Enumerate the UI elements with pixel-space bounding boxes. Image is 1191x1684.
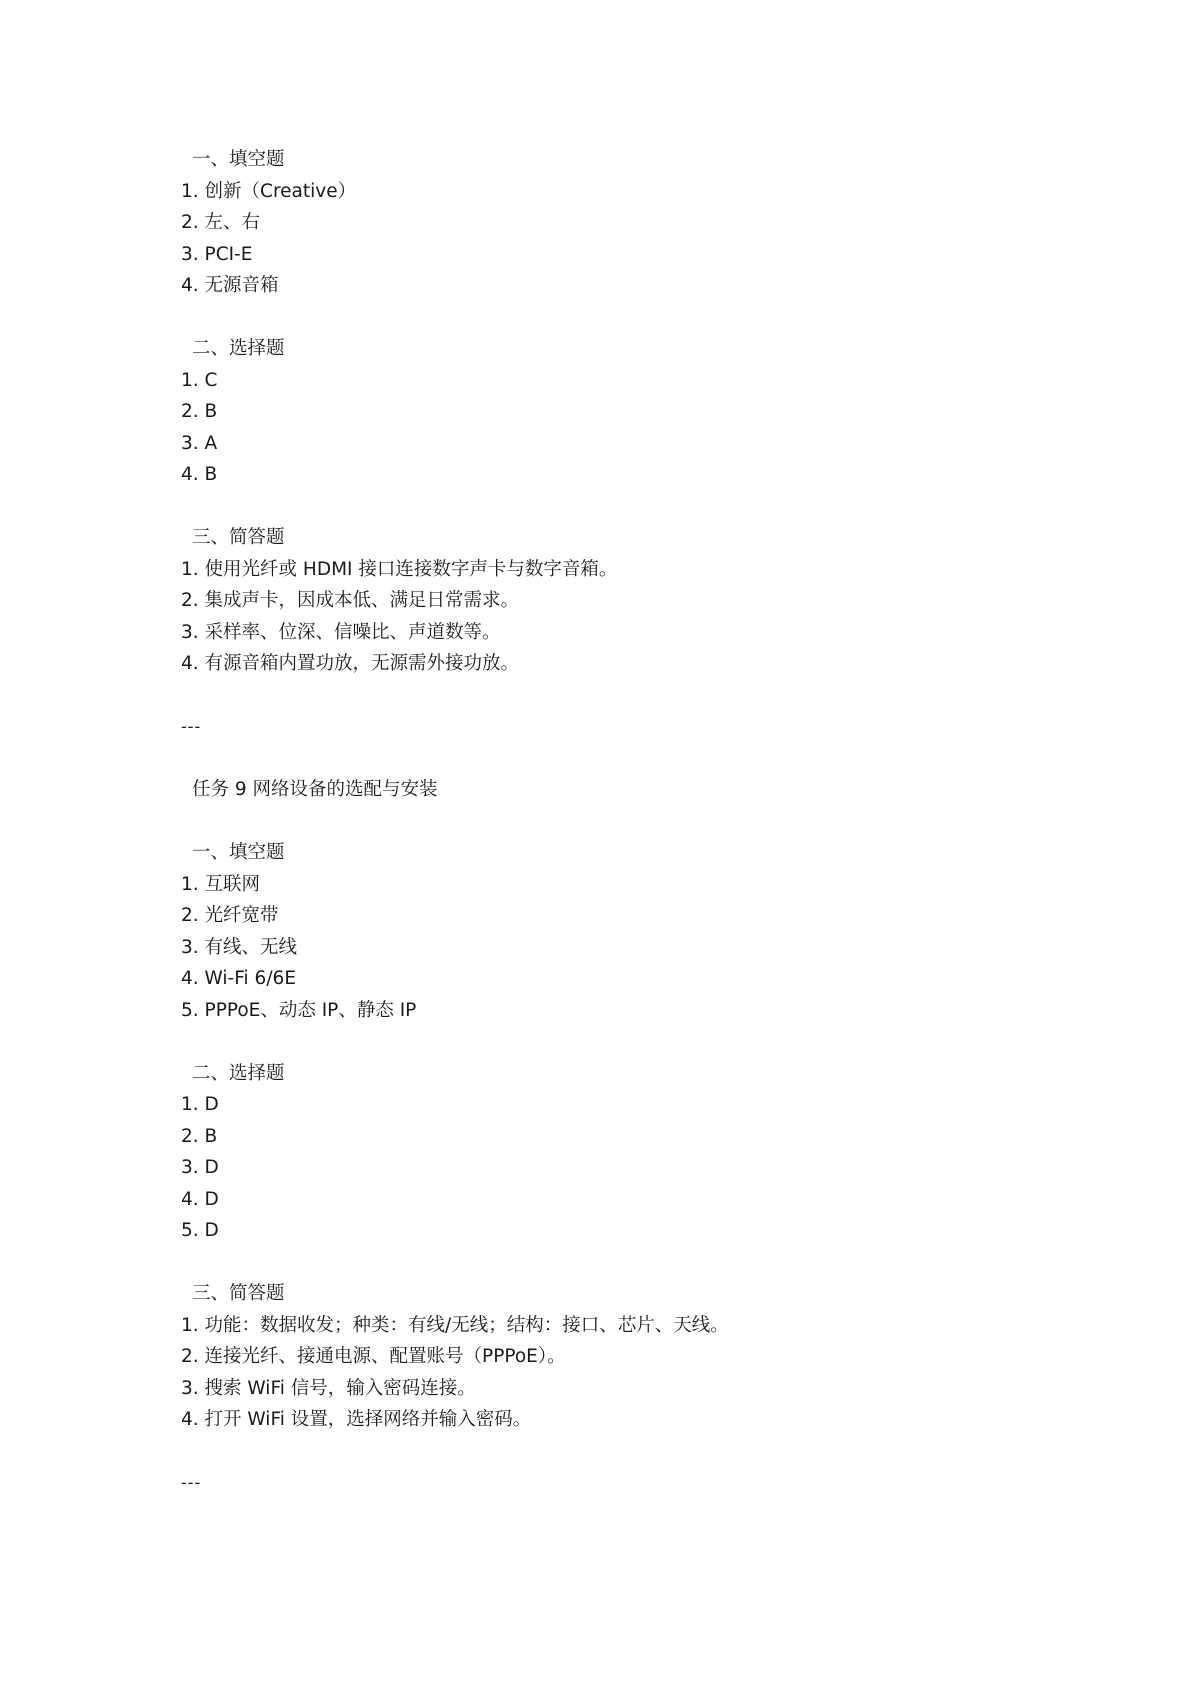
section-heading-short-answer: 三、简答题 <box>192 527 285 548</box>
list-item: 1. 功能：数据收发；种类：有线/无线；结构：接口、芯片、天线。 <box>181 1314 729 1336</box>
spacer <box>181 806 1001 838</box>
section-heading-fill-blank: 一、填空题 <box>192 149 285 170</box>
spacer <box>181 302 1001 334</box>
list-item: 5. PPPoE、动态 IP、静态 IP <box>181 999 417 1021</box>
spacer <box>181 1247 1001 1279</box>
list-item: 1. 创新（Creative） <box>181 180 357 202</box>
list-item: 5. D <box>181 1220 219 1241</box>
list-item: 4. D <box>181 1188 219 1210</box>
list-item: 4. B <box>181 464 218 485</box>
spacer <box>181 1436 1001 1468</box>
separator: --- <box>181 717 202 736</box>
section-heading-short-answer: 三、简答题 <box>192 1283 285 1304</box>
list-item: 4. 有源音箱内置功放，无源需外接功放。 <box>181 653 520 674</box>
list-item: 2. 集成声卡，因成本低、满足日常需求。 <box>181 590 520 611</box>
spacer <box>181 680 1001 712</box>
list-item: 3. A <box>181 432 218 454</box>
separator: --- <box>181 1473 202 1492</box>
list-item: 3. 搜索 WiFi 信号，输入密码连接。 <box>181 1377 476 1399</box>
spacer <box>181 743 1001 775</box>
section-heading-fill-blank: 一、填空题 <box>192 842 285 863</box>
list-item: 2. 左、右 <box>181 212 261 233</box>
list-item: 1. D <box>181 1094 219 1115</box>
list-item: 3. PCI-E <box>181 243 253 265</box>
list-item: 2. 连接光纤、接通电源、配置账号（PPPoE）。 <box>181 1346 566 1367</box>
list-item: 4. 打开 WiFi 设置，选择网络并输入密码。 <box>181 1409 532 1430</box>
list-item: 4. Wi-Fi 6/6E <box>181 968 297 989</box>
list-item: 2. B <box>181 1125 218 1147</box>
section-heading-choice: 二、选择题 <box>192 1062 285 1084</box>
document-content <box>181 144 1001 1499</box>
list-item: 3. 采样率、位深、信噪比、声道数等。 <box>181 621 501 643</box>
list-item: 1. 使用光纤或 HDMI 接口连接数字声卡与数字音箱。 <box>181 558 618 580</box>
task-title: 任务 9 网络设备的选配与安装 <box>192 779 438 800</box>
list-item: 2. 光纤宽带 <box>181 905 279 926</box>
list-item: 2. B <box>181 401 218 422</box>
list-item: 1. C <box>181 369 218 391</box>
list-item: 1. 互联网 <box>181 873 261 895</box>
spacer <box>181 1026 1001 1058</box>
spacer <box>181 491 1001 523</box>
list-item: 3. D <box>181 1157 219 1178</box>
list-item: 4. 无源音箱 <box>181 275 279 296</box>
section-heading-choice: 二、选择题 <box>192 338 285 359</box>
list-item: 3. 有线、无线 <box>181 936 298 958</box>
